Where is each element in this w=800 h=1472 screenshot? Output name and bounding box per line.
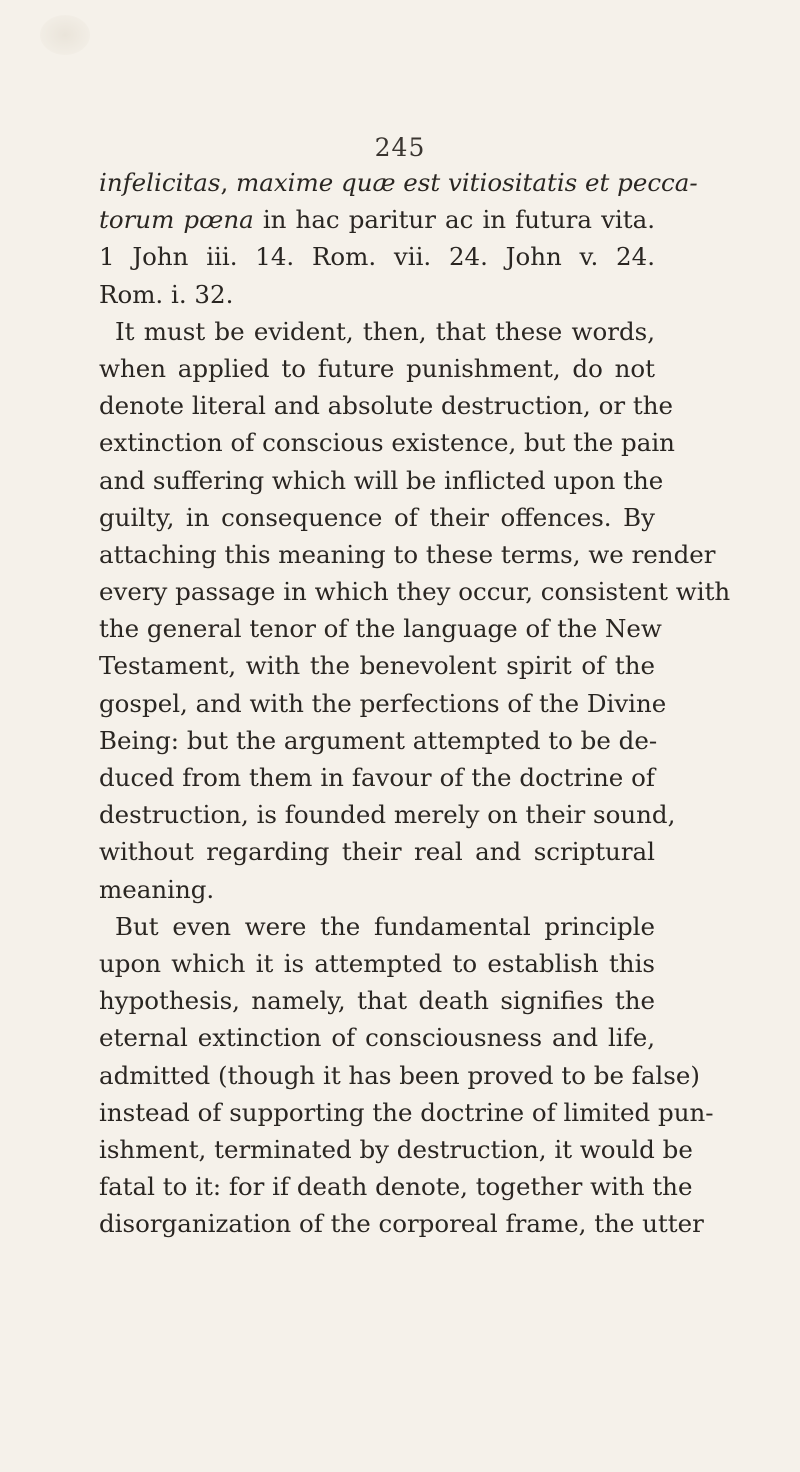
text-run: 1 John iii. 14. Rom. vii. 24. John v. 24.: [99, 242, 655, 272]
text-line: [99, 1019, 655, 1056]
italic-text: torum pœna: [99, 205, 254, 235]
text-run: the general tenor of the language of the New: [99, 614, 662, 644]
paper-stain: [40, 15, 90, 55]
text-line: [99, 1094, 714, 1131]
text-run: instead of supporting the doctrine of limited pun-: [99, 1097, 714, 1127]
text-run: Rom. i. 32.: [99, 279, 234, 309]
text-run: upon which it is attempted to establish this: [99, 948, 655, 978]
text-line: [99, 276, 655, 313]
text-line: [99, 238, 655, 275]
text-line: [99, 871, 655, 908]
text-line: [99, 350, 655, 387]
text-line: [99, 536, 716, 573]
text-run: admitted (though it has been proved to be false): [99, 1060, 700, 1090]
text-line: [99, 945, 655, 982]
text-line: [99, 759, 655, 796]
text-run: denote literal and absolute destruction, or the: [99, 391, 673, 421]
text-line: [99, 1057, 700, 1094]
text-line: [99, 1131, 693, 1168]
text-run: Being: but the argument attempted to be de-: [99, 725, 658, 755]
text-run: gospel, and with the perfections of the Divine: [99, 688, 667, 718]
page-number: 245: [374, 133, 426, 162]
text-run: eternal extinction of consciousness and life,: [99, 1023, 655, 1053]
text-line: [99, 573, 731, 610]
text-line: [99, 1205, 704, 1242]
text-line: [99, 499, 655, 536]
text-line: [99, 424, 675, 461]
text-line: [99, 1168, 693, 1205]
text-run: meaning.: [99, 874, 215, 904]
italic-text: infelicitas: [99, 168, 221, 197]
text-line: [99, 982, 655, 1019]
text-run: in hac paritur ac in futura vita.: [253, 205, 655, 235]
text-line: [99, 610, 662, 647]
text-run: ishment, terminated by destruction, it would be: [99, 1134, 693, 1164]
text-run: disorganization of the corporeal frame, the utter: [99, 1209, 704, 1239]
text-line: [99, 201, 655, 238]
text-run: But even were the fundamental principle: [115, 911, 655, 941]
text-line: [99, 313, 655, 350]
text-line: [99, 462, 664, 499]
text-line: [99, 722, 658, 759]
text-run: destruction, is founded merely on their sound,: [99, 800, 676, 830]
body-text: [99, 164, 731, 1242]
text-line: [99, 908, 655, 945]
text-run: without regarding their real and scriptural: [99, 837, 655, 867]
text-line: [99, 796, 676, 833]
text-run: and suffering which will be inflicted upon the: [99, 465, 664, 495]
text-line: [99, 387, 673, 424]
text-run: attaching this meaning to these terms, we render: [99, 539, 716, 569]
text-run: guilty, in consequence of their offences. By: [99, 502, 655, 532]
italic-text: maxime quæ est vitiositatis et pecca-: [236, 168, 698, 197]
text-run: duced from them in favour of the doctrine of: [99, 763, 655, 792]
text-run: when applied to future punishment, do not: [99, 353, 655, 383]
text-run: extinction of conscious existence, but the pain: [99, 428, 675, 458]
text-line: [99, 833, 655, 870]
text-run: It must be evident, then, that these words,: [115, 316, 655, 346]
text-run: Testament, with the benevolent spirit of the: [99, 651, 655, 681]
text-line: [99, 647, 655, 684]
text-run: ,: [220, 168, 237, 197]
text-run: hypothesis, namely, that death signifies the: [99, 986, 655, 1016]
text-run: every passage in which they occur, consistent with: [99, 577, 731, 607]
text-line: [99, 685, 667, 722]
text-line: [99, 164, 698, 201]
text-run: fatal to it: for if death denote, together with the: [99, 1172, 693, 1202]
